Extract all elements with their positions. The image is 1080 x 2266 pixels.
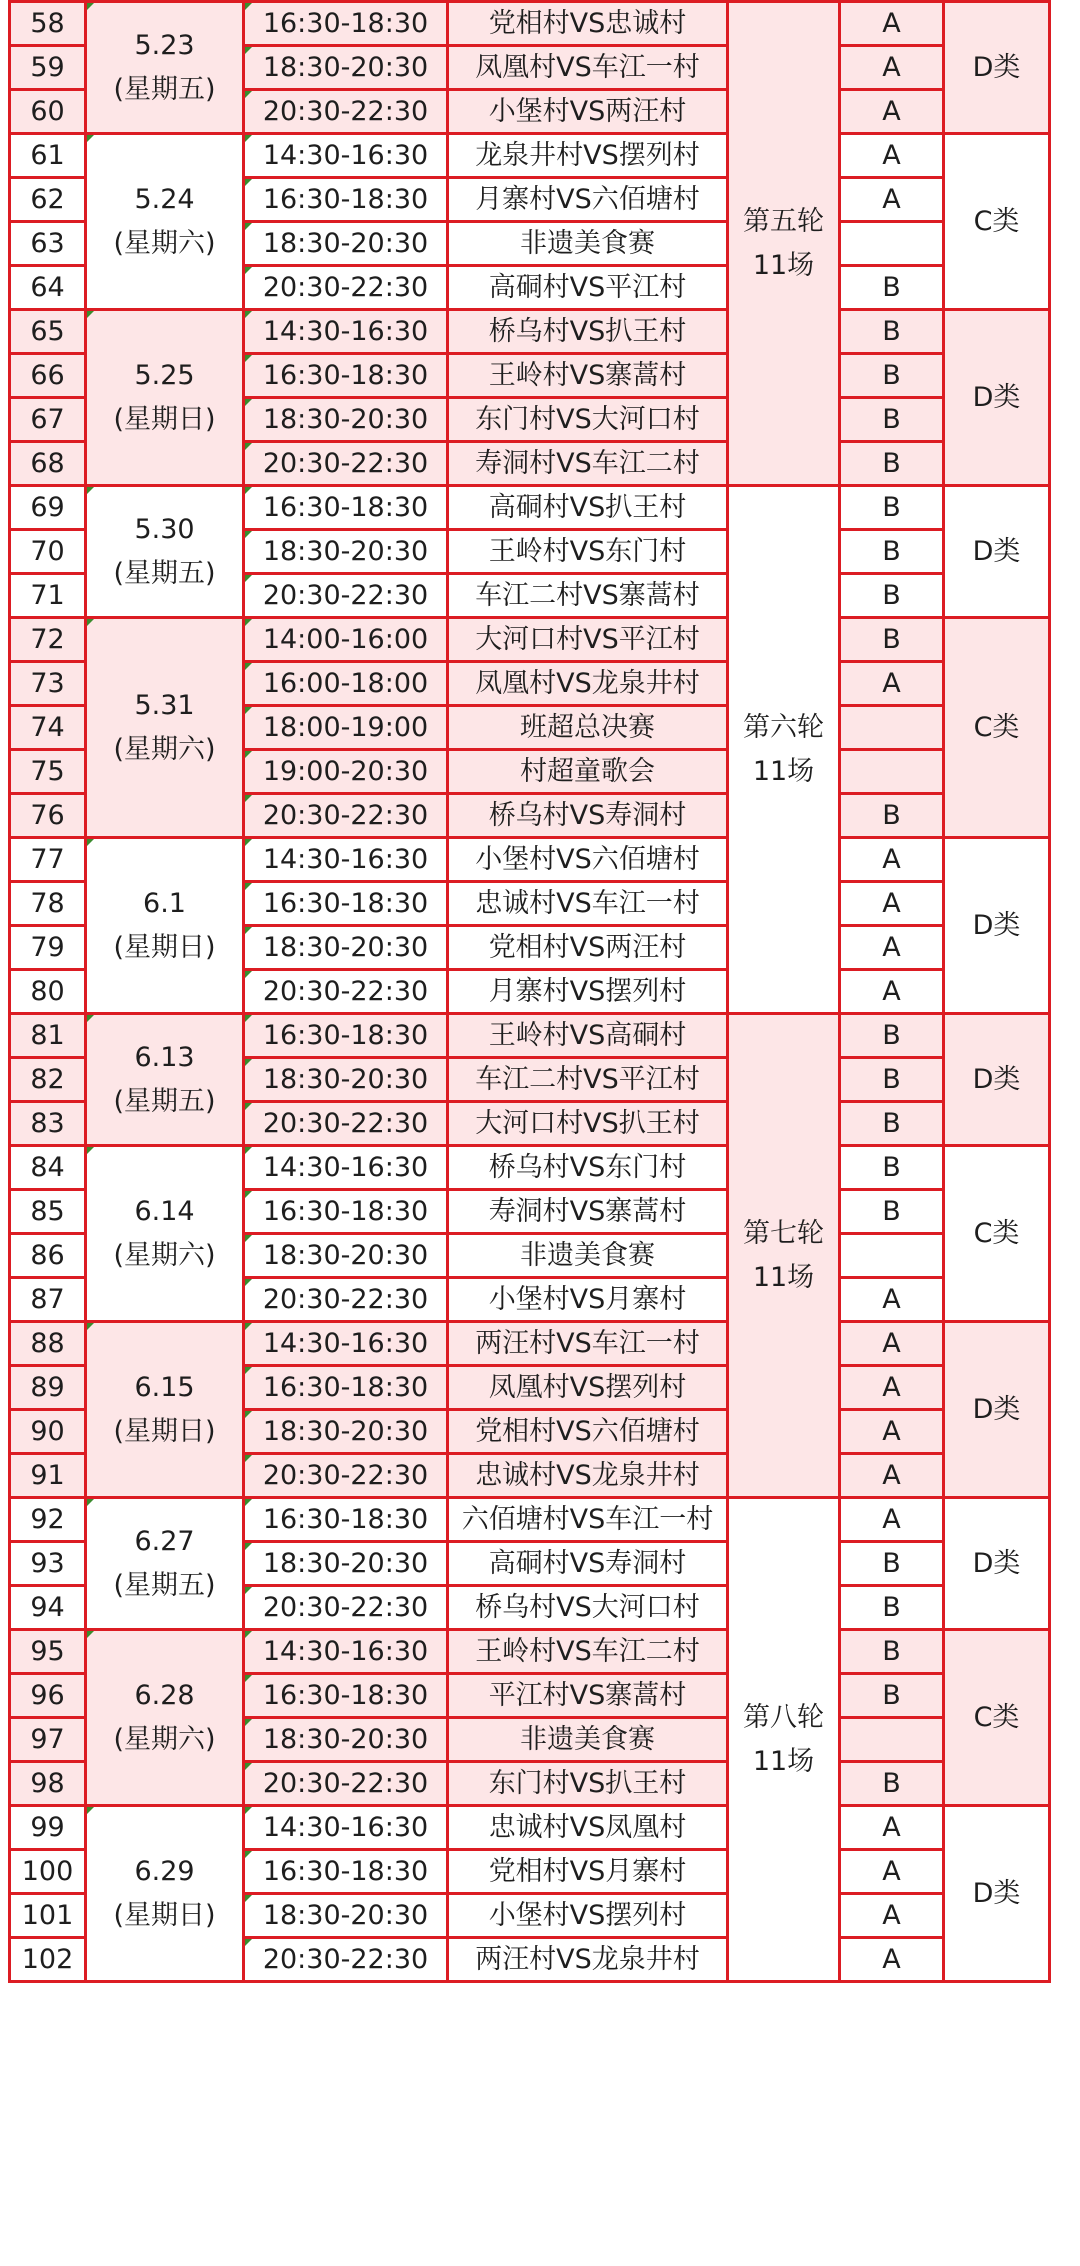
match-teams: 月寨村VS摆列村 bbox=[448, 970, 728, 1014]
match-time: 20:30-22:30 bbox=[244, 1278, 448, 1322]
match-group: A bbox=[840, 1322, 944, 1366]
match-number: 72 bbox=[10, 618, 86, 662]
match-date: 5.24 bbox=[134, 183, 195, 215]
schedule-body bbox=[10, 2, 1050, 1982]
match-group: B bbox=[840, 1146, 944, 1190]
match-time: 20:30-22:30 bbox=[244, 266, 448, 310]
match-teams: 王岭村VS车江二村 bbox=[448, 1630, 728, 1674]
match-teams: 东门村VS扒王村 bbox=[448, 1762, 728, 1806]
match-time: 18:30-20:30 bbox=[244, 1234, 448, 1278]
date-cell bbox=[86, 1806, 244, 1982]
match-teams: 平江村VS寨蒿村 bbox=[448, 1674, 728, 1718]
match-time: 16:30-18:30 bbox=[244, 354, 448, 398]
match-teams: 非遗美食赛 bbox=[448, 1718, 728, 1762]
match-weekday: (星期日) bbox=[113, 403, 216, 435]
match-number: 85 bbox=[10, 1190, 86, 1234]
match-group: B bbox=[840, 1762, 944, 1806]
date-class: D类 bbox=[944, 1498, 1050, 1630]
date-class: D类 bbox=[944, 1806, 1050, 1982]
match-date: 5.31 bbox=[134, 689, 195, 721]
match-weekday: (星期五) bbox=[113, 1569, 216, 1601]
match-date: 5.30 bbox=[134, 513, 195, 545]
match-time: 20:30-22:30 bbox=[244, 794, 448, 838]
match-date: 6.28 bbox=[134, 1679, 195, 1711]
match-number: 78 bbox=[10, 882, 86, 926]
match-teams: 两汪村VS龙泉井村 bbox=[448, 1938, 728, 1982]
match-group: A bbox=[840, 90, 944, 134]
match-group: A bbox=[840, 1366, 944, 1410]
match-time: 14:30-16:30 bbox=[244, 1322, 448, 1366]
date-class: D类 bbox=[944, 2, 1050, 134]
match-number: 90 bbox=[10, 1410, 86, 1454]
table-row bbox=[10, 2, 1050, 46]
match-group: A bbox=[840, 970, 944, 1014]
match-weekday: (星期六) bbox=[113, 1239, 216, 1271]
match-number: 70 bbox=[10, 530, 86, 574]
round-match-count: 11场 bbox=[752, 755, 815, 787]
match-number: 77 bbox=[10, 838, 86, 882]
match-group: A bbox=[840, 134, 944, 178]
match-date: 5.25 bbox=[134, 359, 195, 391]
match-group: B bbox=[840, 1014, 944, 1058]
match-number: 76 bbox=[10, 794, 86, 838]
match-teams: 凤凰村VS龙泉井村 bbox=[448, 662, 728, 706]
match-teams: 王岭村VS寨蒿村 bbox=[448, 354, 728, 398]
match-group: A bbox=[840, 1410, 944, 1454]
match-time: 18:30-20:30 bbox=[244, 1894, 448, 1938]
match-time: 16:00-18:00 bbox=[244, 662, 448, 706]
match-teams: 小堡村VS两汪村 bbox=[448, 90, 728, 134]
match-time: 16:30-18:30 bbox=[244, 1366, 448, 1410]
match-teams: 月寨村VS六佰塘村 bbox=[448, 178, 728, 222]
match-group: B bbox=[840, 1586, 944, 1630]
match-number: 60 bbox=[10, 90, 86, 134]
match-teams: 六佰塘村VS车江一村 bbox=[448, 1498, 728, 1542]
date-class: D类 bbox=[944, 838, 1050, 1014]
match-teams: 桥乌村VS大河口村 bbox=[448, 1586, 728, 1630]
match-time: 20:30-22:30 bbox=[244, 442, 448, 486]
round-match-count: 11场 bbox=[752, 1261, 815, 1293]
match-group: A bbox=[840, 1850, 944, 1894]
match-time: 14:00-16:00 bbox=[244, 618, 448, 662]
match-number: 79 bbox=[10, 926, 86, 970]
match-weekday: (星期五) bbox=[113, 557, 216, 589]
match-time: 18:30-20:30 bbox=[244, 530, 448, 574]
date-cell bbox=[86, 838, 244, 1014]
match-time: 18:30-20:30 bbox=[244, 398, 448, 442]
match-teams: 班超总决赛 bbox=[448, 706, 728, 750]
match-number: 95 bbox=[10, 1630, 86, 1674]
match-number: 74 bbox=[10, 706, 86, 750]
date-cell bbox=[86, 310, 244, 486]
match-time: 18:30-20:30 bbox=[244, 926, 448, 970]
round-name: 第七轮 bbox=[743, 1217, 824, 1249]
table-row bbox=[10, 1806, 1050, 1850]
match-group: A bbox=[840, 1498, 944, 1542]
match-group: A bbox=[840, 1278, 944, 1322]
match-number: 75 bbox=[10, 750, 86, 794]
match-time: 14:30-16:30 bbox=[244, 1146, 448, 1190]
match-time: 18:30-20:30 bbox=[244, 46, 448, 90]
match-teams: 东门村VS大河口村 bbox=[448, 398, 728, 442]
match-weekday: (星期六) bbox=[113, 733, 216, 765]
match-teams: 非遗美食赛 bbox=[448, 222, 728, 266]
match-group: B bbox=[840, 354, 944, 398]
match-number: 101 bbox=[10, 1894, 86, 1938]
match-time: 18:30-20:30 bbox=[244, 1542, 448, 1586]
match-group: B bbox=[840, 530, 944, 574]
match-group: B bbox=[840, 1190, 944, 1234]
match-number: 68 bbox=[10, 442, 86, 486]
match-group bbox=[840, 1234, 944, 1278]
match-time: 14:30-16:30 bbox=[244, 1630, 448, 1674]
table-row bbox=[10, 1146, 1050, 1190]
match-group: B bbox=[840, 794, 944, 838]
match-group bbox=[840, 706, 944, 750]
round-name: 第六轮 bbox=[743, 711, 824, 743]
match-teams: 车江二村VS平江村 bbox=[448, 1058, 728, 1102]
match-date: 6.1 bbox=[143, 887, 186, 919]
match-group: B bbox=[840, 1542, 944, 1586]
table-row bbox=[10, 1322, 1050, 1366]
date-class: C类 bbox=[944, 1630, 1050, 1806]
match-number: 69 bbox=[10, 486, 86, 530]
match-teams: 桥乌村VS东门村 bbox=[448, 1146, 728, 1190]
match-group: A bbox=[840, 1894, 944, 1938]
match-teams: 忠诚村VS龙泉井村 bbox=[448, 1454, 728, 1498]
match-number: 100 bbox=[10, 1850, 86, 1894]
match-teams: 寿洞村VS车江二村 bbox=[448, 442, 728, 486]
match-number: 91 bbox=[10, 1454, 86, 1498]
round-name: 第五轮 bbox=[743, 205, 824, 237]
match-teams: 大河口村VS扒王村 bbox=[448, 1102, 728, 1146]
date-class: D类 bbox=[944, 1014, 1050, 1146]
match-number: 80 bbox=[10, 970, 86, 1014]
match-weekday: (星期日) bbox=[113, 1899, 216, 1931]
match-time: 16:30-18:30 bbox=[244, 1014, 448, 1058]
match-number: 71 bbox=[10, 574, 86, 618]
match-weekday: (星期五) bbox=[113, 1085, 216, 1117]
date-cell bbox=[86, 486, 244, 618]
match-teams: 高硐村VS扒王村 bbox=[448, 486, 728, 530]
match-number: 99 bbox=[10, 1806, 86, 1850]
match-number: 96 bbox=[10, 1674, 86, 1718]
date-cell bbox=[86, 1322, 244, 1498]
match-time: 18:30-20:30 bbox=[244, 1058, 448, 1102]
match-teams: 王岭村VS东门村 bbox=[448, 530, 728, 574]
date-class: C类 bbox=[944, 134, 1050, 310]
match-number: 59 bbox=[10, 46, 86, 90]
match-date: 6.29 bbox=[134, 1855, 195, 1887]
match-group: B bbox=[840, 618, 944, 662]
date-class: D类 bbox=[944, 486, 1050, 618]
match-group: A bbox=[840, 1454, 944, 1498]
match-group bbox=[840, 222, 944, 266]
match-teams: 桥乌村VS扒王村 bbox=[448, 310, 728, 354]
match-number: 88 bbox=[10, 1322, 86, 1366]
match-time: 20:30-22:30 bbox=[244, 1938, 448, 1982]
match-time: 20:30-22:30 bbox=[244, 1762, 448, 1806]
round-cell bbox=[728, 2, 840, 486]
match-time: 16:30-18:30 bbox=[244, 2, 448, 46]
match-teams: 小堡村VS月寨村 bbox=[448, 1278, 728, 1322]
table-row bbox=[10, 618, 1050, 662]
match-group: A bbox=[840, 838, 944, 882]
round-match-count: 11场 bbox=[752, 1745, 815, 1777]
round-cell bbox=[728, 1014, 840, 1498]
match-teams: 党相村VS两汪村 bbox=[448, 926, 728, 970]
match-number: 89 bbox=[10, 1366, 86, 1410]
date-class: C类 bbox=[944, 618, 1050, 838]
match-number: 86 bbox=[10, 1234, 86, 1278]
round-match-count: 11场 bbox=[752, 249, 815, 281]
date-cell bbox=[86, 1146, 244, 1322]
match-group bbox=[840, 750, 944, 794]
match-number: 97 bbox=[10, 1718, 86, 1762]
match-teams: 凤凰村VS车江一村 bbox=[448, 46, 728, 90]
table-row bbox=[10, 486, 1050, 530]
match-teams: 小堡村VS六佰塘村 bbox=[448, 838, 728, 882]
table-row bbox=[10, 134, 1050, 178]
match-group: B bbox=[840, 398, 944, 442]
match-time: 14:30-16:30 bbox=[244, 838, 448, 882]
match-date: 5.23 bbox=[134, 29, 195, 61]
match-teams: 小堡村VS摆列村 bbox=[448, 1894, 728, 1938]
match-time: 18:30-20:30 bbox=[244, 1718, 448, 1762]
date-cell bbox=[86, 1630, 244, 1806]
date-cell bbox=[86, 134, 244, 310]
match-group: B bbox=[840, 486, 944, 530]
match-group: A bbox=[840, 926, 944, 970]
match-number: 63 bbox=[10, 222, 86, 266]
match-teams: 村超童歌会 bbox=[448, 750, 728, 794]
match-number: 102 bbox=[10, 1938, 86, 1982]
match-number: 83 bbox=[10, 1102, 86, 1146]
match-group: B bbox=[840, 310, 944, 354]
match-teams: 桥乌村VS寿洞村 bbox=[448, 794, 728, 838]
match-number: 73 bbox=[10, 662, 86, 706]
table-row bbox=[10, 310, 1050, 354]
match-number: 87 bbox=[10, 1278, 86, 1322]
match-time: 14:30-16:30 bbox=[244, 134, 448, 178]
match-time: 18:30-20:30 bbox=[244, 222, 448, 266]
match-time: 20:30-22:30 bbox=[244, 970, 448, 1014]
match-number: 61 bbox=[10, 134, 86, 178]
match-number: 94 bbox=[10, 1586, 86, 1630]
match-number: 66 bbox=[10, 354, 86, 398]
table-row bbox=[10, 1014, 1050, 1058]
match-teams: 高硐村VS平江村 bbox=[448, 266, 728, 310]
match-time: 18:00-19:00 bbox=[244, 706, 448, 750]
round-cell bbox=[728, 486, 840, 1014]
match-group: A bbox=[840, 1938, 944, 1982]
match-teams: 王岭村VS高硐村 bbox=[448, 1014, 728, 1058]
match-weekday: (星期六) bbox=[113, 227, 216, 259]
match-time: 16:30-18:30 bbox=[244, 178, 448, 222]
match-number: 65 bbox=[10, 310, 86, 354]
match-time: 20:30-22:30 bbox=[244, 1102, 448, 1146]
date-cell bbox=[86, 1498, 244, 1630]
match-group: A bbox=[840, 2, 944, 46]
date-cell bbox=[86, 2, 244, 134]
match-group: A bbox=[840, 178, 944, 222]
match-group bbox=[840, 1718, 944, 1762]
match-weekday: (星期六) bbox=[113, 1723, 216, 1755]
match-teams: 凤凰村VS摆列村 bbox=[448, 1366, 728, 1410]
table-row bbox=[10, 1498, 1050, 1542]
match-time: 18:30-20:30 bbox=[244, 1410, 448, 1454]
match-group: B bbox=[840, 266, 944, 310]
match-number: 92 bbox=[10, 1498, 86, 1542]
round-cell bbox=[728, 1498, 840, 1982]
match-weekday: (星期日) bbox=[113, 931, 216, 963]
match-teams: 车江二村VS寨蒿村 bbox=[448, 574, 728, 618]
match-number: 67 bbox=[10, 398, 86, 442]
match-teams: 党相村VS月寨村 bbox=[448, 1850, 728, 1894]
match-time: 14:30-16:30 bbox=[244, 1806, 448, 1850]
match-number: 58 bbox=[10, 2, 86, 46]
match-time: 16:30-18:30 bbox=[244, 1850, 448, 1894]
match-teams: 忠诚村VS车江一村 bbox=[448, 882, 728, 926]
date-class: C类 bbox=[944, 1146, 1050, 1322]
match-time: 14:30-16:30 bbox=[244, 310, 448, 354]
match-group: B bbox=[840, 1058, 944, 1102]
match-teams: 非遗美食赛 bbox=[448, 1234, 728, 1278]
match-date: 6.14 bbox=[134, 1195, 195, 1227]
match-time: 16:30-18:30 bbox=[244, 1498, 448, 1542]
match-number: 81 bbox=[10, 1014, 86, 1058]
match-time: 16:30-18:30 bbox=[244, 882, 448, 926]
match-group: A bbox=[840, 1806, 944, 1850]
match-group: A bbox=[840, 46, 944, 90]
match-group: B bbox=[840, 1630, 944, 1674]
table-row bbox=[10, 838, 1050, 882]
match-time: 16:30-18:30 bbox=[244, 486, 448, 530]
match-teams: 党相村VS忠诚村 bbox=[448, 2, 728, 46]
match-number: 82 bbox=[10, 1058, 86, 1102]
match-teams: 高硐村VS寿洞村 bbox=[448, 1542, 728, 1586]
match-group: B bbox=[840, 1674, 944, 1718]
match-schedule-table bbox=[8, 0, 1051, 1983]
date-class: D类 bbox=[944, 1322, 1050, 1498]
match-time: 16:30-18:30 bbox=[244, 1674, 448, 1718]
match-time: 20:30-22:30 bbox=[244, 1454, 448, 1498]
match-time: 19:00-20:30 bbox=[244, 750, 448, 794]
match-number: 64 bbox=[10, 266, 86, 310]
table-row bbox=[10, 1630, 1050, 1674]
match-weekday: (星期日) bbox=[113, 1415, 216, 1447]
round-name: 第八轮 bbox=[743, 1701, 824, 1733]
date-cell bbox=[86, 618, 244, 838]
match-time: 20:30-22:30 bbox=[244, 1586, 448, 1630]
match-group: A bbox=[840, 662, 944, 706]
match-group: B bbox=[840, 574, 944, 618]
match-number: 62 bbox=[10, 178, 86, 222]
match-time: 20:30-22:30 bbox=[244, 574, 448, 618]
match-teams: 党相村VS六佰塘村 bbox=[448, 1410, 728, 1454]
match-teams: 龙泉井村VS摆列村 bbox=[448, 134, 728, 178]
match-date: 6.27 bbox=[134, 1525, 195, 1557]
match-number: 93 bbox=[10, 1542, 86, 1586]
match-date: 6.13 bbox=[134, 1041, 195, 1073]
match-group: B bbox=[840, 442, 944, 486]
match-teams: 寿洞村VS寨蒿村 bbox=[448, 1190, 728, 1234]
match-group: A bbox=[840, 882, 944, 926]
match-teams: 大河口村VS平江村 bbox=[448, 618, 728, 662]
date-cell bbox=[86, 1014, 244, 1146]
match-group: B bbox=[840, 1102, 944, 1146]
match-number: 98 bbox=[10, 1762, 86, 1806]
match-time: 20:30-22:30 bbox=[244, 90, 448, 134]
match-weekday: (星期五) bbox=[113, 73, 216, 105]
match-date: 6.15 bbox=[134, 1371, 195, 1403]
match-teams: 两汪村VS车江一村 bbox=[448, 1322, 728, 1366]
match-teams: 忠诚村VS凤凰村 bbox=[448, 1806, 728, 1850]
match-time: 16:30-18:30 bbox=[244, 1190, 448, 1234]
date-class: D类 bbox=[944, 310, 1050, 486]
match-number: 84 bbox=[10, 1146, 86, 1190]
